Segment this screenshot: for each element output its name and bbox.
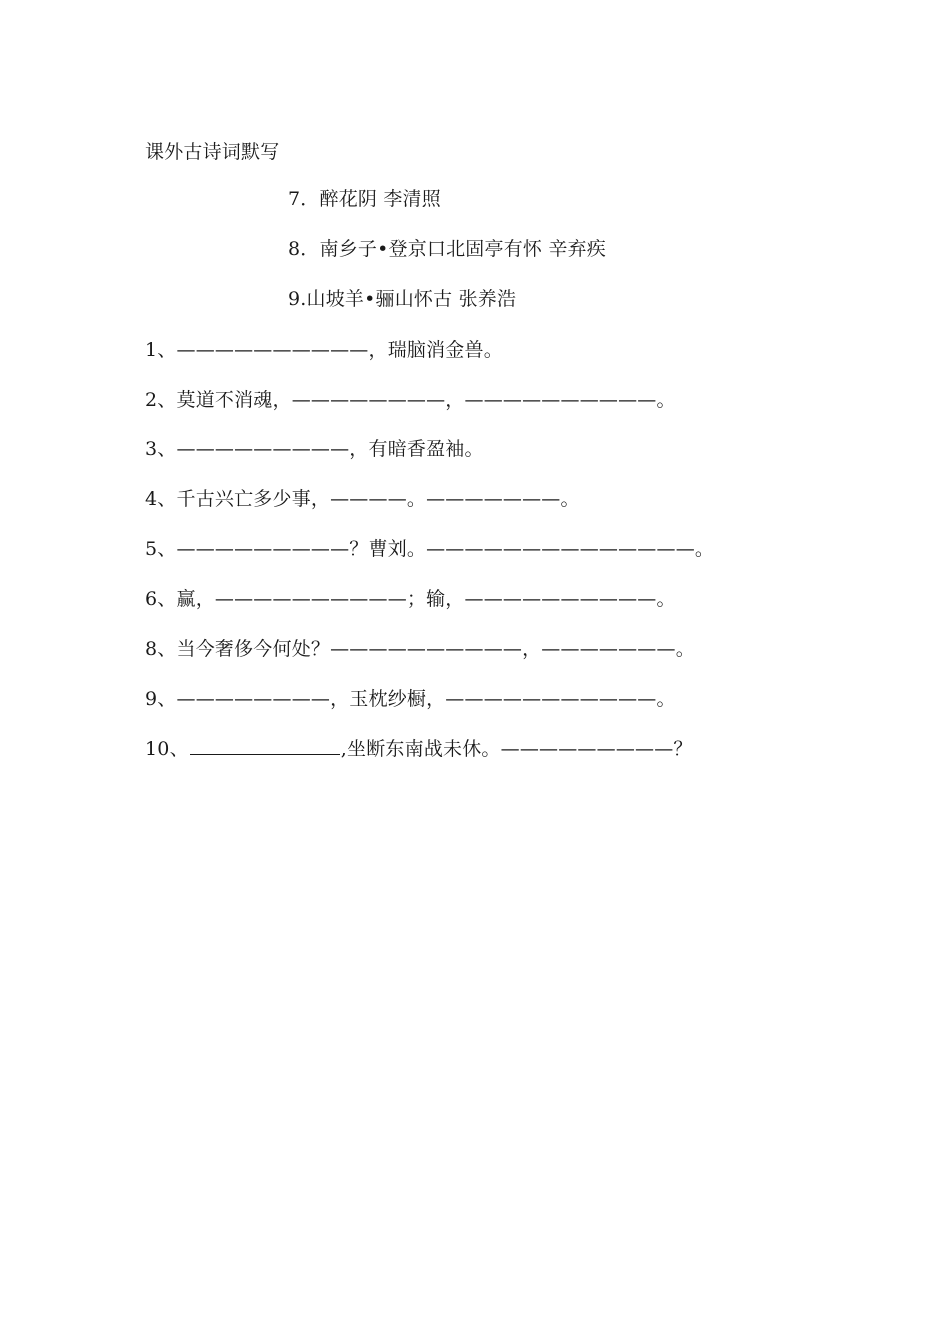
question-text: ,坐断东南战未休。—————————？ xyxy=(340,738,693,760)
question-number: 10、 xyxy=(145,738,189,760)
question-text: ——————————，瑞脑消金兽。 xyxy=(176,339,503,361)
question-number: 9、 xyxy=(145,688,177,710)
answer-blank-underline xyxy=(190,736,340,755)
question-9 xyxy=(145,687,676,711)
question-text: 千古兴亡多少事，————。———————。 xyxy=(176,488,580,510)
question-10 xyxy=(145,736,693,761)
question-number: 6、 xyxy=(145,588,177,610)
question-number: 2、 xyxy=(145,389,177,411)
question-number: 3、 xyxy=(145,438,177,460)
poem-entry-7: 7．醉花阴 李清照 xyxy=(288,188,441,210)
question-number: 5、 xyxy=(145,538,177,560)
question-number: 8、 xyxy=(145,638,177,660)
question-text: —————————？曹刘。——————————————。 xyxy=(176,538,715,560)
question-3 xyxy=(145,437,484,461)
question-4 xyxy=(145,487,580,511)
question-text: —————————，有暗香盈袖。 xyxy=(176,438,484,460)
question-text: 莫道不消魂，————————，——————————。 xyxy=(176,389,676,411)
page-title: 课外古诗词默写 xyxy=(145,141,280,163)
question-text: ————————，玉枕纱橱，———————————。 xyxy=(176,688,676,710)
poem-entry-8: 8．南乡子•登京口北固亭有怀 辛弃疾 xyxy=(288,238,606,260)
question-5 xyxy=(145,537,714,561)
question-text: 当今奢侈今何处？——————————，———————。 xyxy=(176,638,695,660)
question-6 xyxy=(145,587,676,611)
question-text: 赢，——————————；输，——————————。 xyxy=(176,588,676,610)
poem-entry-9: 9.山坡羊•骊山怀古 张养浩 xyxy=(288,288,517,310)
question-1 xyxy=(145,338,503,362)
question-2 xyxy=(145,388,676,412)
question-number: 1、 xyxy=(145,339,177,361)
question-number: 4、 xyxy=(145,488,177,510)
question-8 xyxy=(145,637,695,661)
